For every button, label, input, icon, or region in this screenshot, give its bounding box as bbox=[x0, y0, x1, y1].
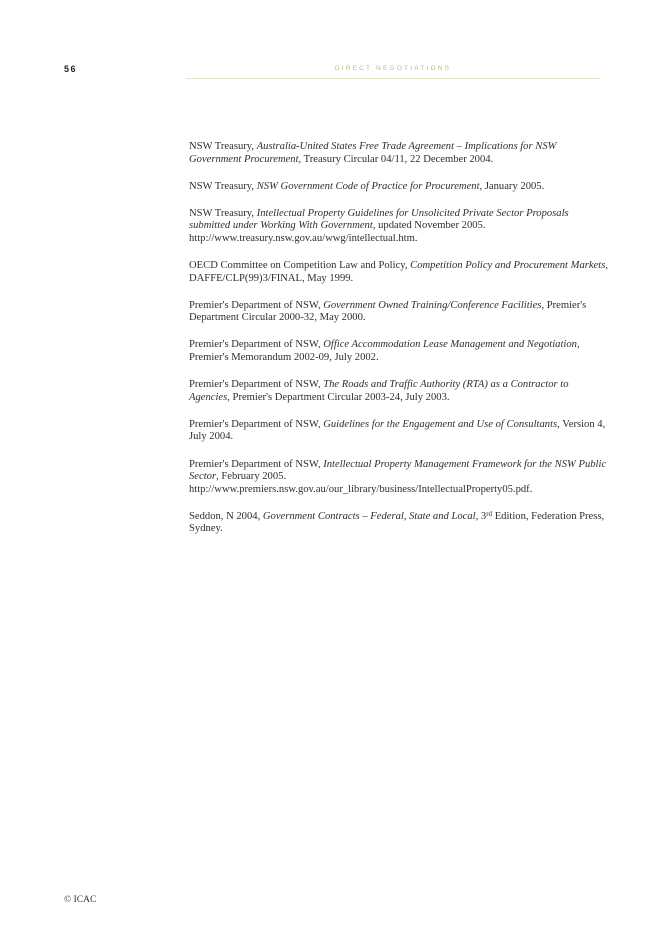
reference-item bbox=[189, 141, 609, 166]
reference-item bbox=[189, 419, 609, 444]
reference-text: , February 2005. http://www.premiers.nsw.gov.au/our_library/business/IntellectualProperty05.pdf. bbox=[189, 471, 533, 495]
page-number: 56 bbox=[64, 64, 78, 74]
reference-text: rd bbox=[486, 509, 493, 518]
reference-text: Premier's Department of NSW, bbox=[189, 379, 324, 391]
reference-text: , Treasury Circular 04/11, 22 December 2004. bbox=[298, 153, 494, 165]
reference-text: , updated November 2005. http://www.treasury.nsw.gov.au/wwg/intellectual.htm. bbox=[189, 220, 486, 244]
reference-text: , Premier's Department Circular 2000-32, May 2000. bbox=[189, 299, 587, 324]
reference-text: NSW Treasury, bbox=[189, 141, 257, 152]
reference-text: Premier's Department of NSW, bbox=[189, 458, 324, 470]
reference-item bbox=[189, 379, 609, 404]
reference-item bbox=[189, 260, 609, 285]
running-header: DIRECT NEGOTIATIONS bbox=[334, 65, 452, 72]
reference-title: The Roads and Traffic Authority (RTA) as a Contractor to Agencies bbox=[189, 379, 569, 403]
copyright-footer: © ICAC bbox=[64, 895, 97, 905]
reference-item bbox=[189, 511, 609, 536]
reference-text: OECD Committee on Competition Law and Policy, bbox=[189, 260, 411, 272]
reference-title: Competition Policy and Procurement Markets bbox=[410, 260, 606, 272]
reference-item bbox=[189, 300, 609, 325]
reference-text: , DAFFE/CLP(99)3/FINAL, May 1999. bbox=[189, 260, 608, 284]
reference-item bbox=[189, 339, 609, 364]
reference-list bbox=[189, 141, 609, 550]
reference-title: Intellectual Property Management Framework for the NSW Public Sector bbox=[189, 458, 607, 483]
reference-item bbox=[189, 181, 609, 194]
reference-text: NSW Treasury, bbox=[189, 180, 257, 192]
reference-text: , Premier's Department Circular 2003-24, July 2003. bbox=[227, 391, 450, 403]
reference-title: Office Accommodation Lease Management and Negotiation bbox=[323, 339, 577, 351]
reference-text: , Version 4, July 2004. bbox=[189, 418, 606, 443]
header-divider bbox=[186, 78, 600, 79]
reference-item bbox=[189, 459, 609, 497]
reference-text: Premier's Department of NSW, bbox=[189, 339, 324, 351]
reference-text: , 3 bbox=[475, 510, 487, 522]
reference-text: , Premier's Memorandum 2002-09, July 2002. bbox=[189, 339, 580, 364]
reference-title: Government Owned Training/Conference Facilities bbox=[323, 299, 542, 311]
reference-title: Australia-United States Free Trade Agreement – Implications for NSW Government Procurement bbox=[189, 141, 557, 165]
reference-item bbox=[189, 208, 609, 246]
reference-text: NSW Treasury, bbox=[189, 207, 257, 219]
reference-text: Seddon, N 2004, bbox=[189, 510, 263, 522]
reference-text: Edition, Federation Press, Sydney. bbox=[189, 510, 605, 535]
reference-title: NSW Government Code of Practice for Procurement bbox=[256, 180, 480, 192]
reference-text: , January 2005. bbox=[479, 180, 545, 192]
reference-text: Premier's Department of NSW, bbox=[189, 299, 324, 311]
reference-title: Government Contracts – Federal, State and Local bbox=[262, 510, 476, 522]
reference-title: Intellectual Property Guidelines for Unsolicited Private Sector Proposals submitted under Working With Government bbox=[189, 207, 569, 232]
reference-title: Guidelines for the Engagement and Use of Consultants bbox=[323, 418, 558, 430]
reference-text: Premier's Department of NSW, bbox=[189, 418, 324, 430]
